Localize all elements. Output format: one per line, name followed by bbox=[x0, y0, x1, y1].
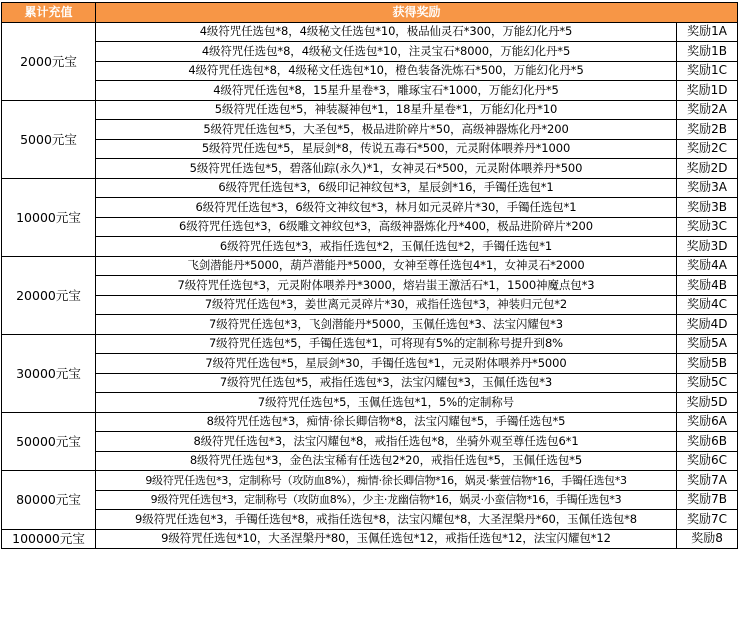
reward-description: 5级符咒任选包*5，大圣包*5，极品进阶碎片*50，高级神器炼化丹*200 bbox=[96, 120, 677, 140]
reward-description: 9级符咒任选包*10，大圣涅槃丹*80，玉佩任选包*12，戒指任选包*12，法宝闪耀包*12 bbox=[96, 529, 677, 549]
reward-label: 奖励1C bbox=[677, 61, 738, 81]
table-row bbox=[2, 432, 738, 452]
reward-label: 奖励3B bbox=[677, 198, 738, 218]
reward-description: 9级符咒任选包*3，定制称号（攻防血8%），少主·龙幽信物*16，娲灵·小蛮信物*16，手镯任选包*3 bbox=[96, 490, 677, 510]
reward-table-body bbox=[2, 22, 738, 549]
reward-description: 4级符咒任选包*8，4级秘文任选包*10，极品仙灵石*300，万能幻化丹*5 bbox=[96, 22, 677, 42]
reward-description: 6级符咒任选包*3，6级雕文神纹包*3，高级神器炼化丹*400，极品进阶碎片*200 bbox=[96, 217, 677, 237]
table-row bbox=[2, 471, 738, 491]
reward-description: 7级符咒任选包*5，手镯任选包*1，可将现有5%的定制称号提升到8% bbox=[96, 334, 677, 354]
reward-label: 奖励5D bbox=[677, 393, 738, 413]
table-row bbox=[2, 295, 738, 315]
reward-description: 5级符咒任选包*5，碧落仙踪(永久)*1，女神灵石*500，元灵附体喂养丹*500 bbox=[96, 159, 677, 179]
reward-label: 奖励7C bbox=[677, 510, 738, 530]
reward-label: 奖励1D bbox=[677, 81, 738, 101]
reward-description: 9级符咒任选包*3，定制称号（攻防血8%），痴情·徐长卿信物*16，娲灵·紫萱信物*16，手镯任选包*3 bbox=[96, 471, 677, 491]
reward-description: 7级符咒任选包*5，玉佩任选包*1，5%的定制称号 bbox=[96, 393, 677, 413]
table-row bbox=[2, 276, 738, 296]
reward-label: 奖励5A bbox=[677, 334, 738, 354]
reward-label: 奖励3C bbox=[677, 217, 738, 237]
reward-description: 7级符咒任选包*5，戒指任选包*3，法宝闪耀包*3，玉佩任选包*3 bbox=[96, 373, 677, 393]
table-row bbox=[2, 159, 738, 179]
table-row bbox=[2, 315, 738, 335]
reward-label: 奖励2C bbox=[677, 139, 738, 159]
table-row bbox=[2, 354, 738, 374]
reward-label: 奖励1A bbox=[677, 22, 738, 42]
table-row bbox=[2, 334, 738, 354]
reward-description: 8级符咒任选包*3，法宝闪耀包*8，戒指任选包*8，坐骑外观至尊任选包6*1 bbox=[96, 432, 677, 452]
recharge-amount: 30000元宝 bbox=[2, 334, 96, 412]
table-row bbox=[2, 22, 738, 42]
reward-label: 奖励6B bbox=[677, 432, 738, 452]
reward-label: 奖励5B bbox=[677, 354, 738, 374]
reward-description: 8级符咒任选包*3，痴情·徐长卿信物*8，法宝闪耀包*5，手镯任选包*5 bbox=[96, 412, 677, 432]
recharge-amount: 20000元宝 bbox=[2, 256, 96, 334]
reward-description: 7级符咒任选包*3，元灵附体喂养丹*3000，熔岩蚩王激活石*1，1500神魔点包*3 bbox=[96, 276, 677, 296]
reward-label: 奖励3D bbox=[677, 237, 738, 257]
table-row bbox=[2, 217, 738, 237]
reward-description: 5级符咒任选包*5，星辰剑*8，传说五毒石*500，元灵附体喂养丹*1000 bbox=[96, 139, 677, 159]
reward-label: 奖励1B bbox=[677, 42, 738, 62]
reward-description: 4级符咒任选包*8，4级秘文任选包*10，橙色装备洗炼石*500，万能幻化丹*5 bbox=[96, 61, 677, 81]
recharge-amount: 80000元宝 bbox=[2, 471, 96, 530]
reward-description: 4级符咒任选包*8，15星升星卷*3，雕琢宝石*1000，万能幻化丹*5 bbox=[96, 81, 677, 101]
recharge-amount: 50000元宝 bbox=[2, 412, 96, 471]
reward-label: 奖励6C bbox=[677, 451, 738, 471]
recharge-amount: 10000元宝 bbox=[2, 178, 96, 256]
reward-label: 奖励4C bbox=[677, 295, 738, 315]
recharge-amount: 100000元宝 bbox=[2, 529, 96, 549]
table-row bbox=[2, 61, 738, 81]
table-row bbox=[2, 198, 738, 218]
reward-description: 6级符咒任选包*3，戒指任选包*2，玉佩任选包*2，手镯任选包*1 bbox=[96, 237, 677, 257]
table-row bbox=[2, 100, 738, 120]
reward-label: 奖励2D bbox=[677, 159, 738, 179]
table-row bbox=[2, 81, 738, 101]
reward-description: 9级符咒任选包*3，手镯任选包*8，戒指任选包*8，法宝闪耀包*8，大圣涅槃丹*60，玉佩任选包*8 bbox=[96, 510, 677, 530]
table-row bbox=[2, 139, 738, 159]
reward-label: 奖励6A bbox=[677, 412, 738, 432]
recharge-amount: 2000元宝 bbox=[2, 22, 96, 100]
header-rewards: 获得奖励 bbox=[96, 3, 738, 23]
table-row bbox=[2, 178, 738, 198]
reward-label: 奖励5C bbox=[677, 373, 738, 393]
reward-description: 6级符咒任选包*3，6级符文神纹包*3，林月如元灵碎片*30，手镯任选包*1 bbox=[96, 198, 677, 218]
reward-label: 奖励4A bbox=[677, 256, 738, 276]
reward-description: 7级符咒任选包*3，姜世离元灵碎片*30，戒指任选包*3，神装归元包*2 bbox=[96, 295, 677, 315]
recharge-amount: 5000元宝 bbox=[2, 100, 96, 178]
table-row bbox=[2, 237, 738, 257]
header-row bbox=[2, 3, 738, 23]
reward-description: 6级符咒任选包*3，6级印记神纹包*3，星辰剑*16，手镯任选包*1 bbox=[96, 178, 677, 198]
reward-description: 8级符咒任选包*3，金色法宝稀有任选包2*20，戒指任选包*5，玉佩任选包*5 bbox=[96, 451, 677, 471]
reward-description: 7级符咒任选包*3，飞剑潜能丹*5000，玉佩任选包*3、法宝闪耀包*3 bbox=[96, 315, 677, 335]
table-row bbox=[2, 510, 738, 530]
reward-label: 奖励7A bbox=[677, 471, 738, 491]
table-row bbox=[2, 490, 738, 510]
reward-label: 奖励4B bbox=[677, 276, 738, 296]
table-row bbox=[2, 120, 738, 140]
reward-label: 奖励3A bbox=[677, 178, 738, 198]
reward-table bbox=[1, 2, 738, 549]
table-row bbox=[2, 393, 738, 413]
table-row bbox=[2, 451, 738, 471]
table-row bbox=[2, 529, 738, 549]
reward-description: 5级符咒任选包*5，神装凝神包*1，18星升星卷*1，万能幻化丹*10 bbox=[96, 100, 677, 120]
table-row bbox=[2, 373, 738, 393]
reward-label: 奖励2B bbox=[677, 120, 738, 140]
reward-description: 4级符咒任选包*8，4级秘文任选包*10，注灵宝石*8000，万能幻化丹*5 bbox=[96, 42, 677, 62]
reward-label: 奖励2A bbox=[677, 100, 738, 120]
table-row bbox=[2, 42, 738, 62]
header-recharge-total: 累计充值 bbox=[2, 3, 96, 23]
reward-description: 7级符咒任选包*5，星辰剑*30，手镯任选包*1，元灵附体喂养丹*5000 bbox=[96, 354, 677, 374]
reward-label: 奖励7B bbox=[677, 490, 738, 510]
table-row bbox=[2, 412, 738, 432]
reward-label: 奖励8 bbox=[677, 529, 738, 549]
reward-label: 奖励4D bbox=[677, 315, 738, 335]
table-row bbox=[2, 256, 738, 276]
reward-description: 飞剑潜能丹*5000，葫芦潜能丹*5000，女神至尊任选包4*1，女神灵石*2000 bbox=[96, 256, 677, 276]
